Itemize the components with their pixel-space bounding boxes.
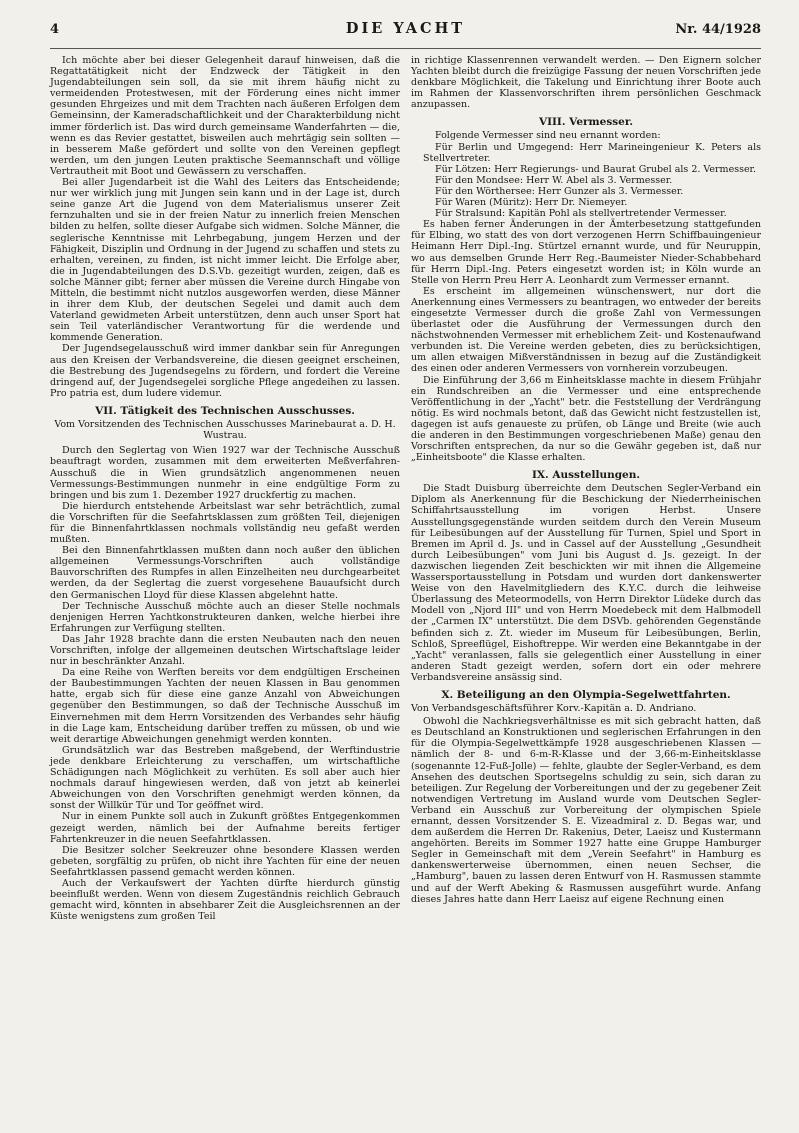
paragraph: Grundsätzlich war das Bestreben maßgebend, der Werftindustrie jede denkbare Erleichterung zu verschaffen, um wirtschaftliche Schädigungen nach Möglichkeit zu verhüten. Es soll aber auch hier nochmals darauf hingewiesen werden, daß von jetzt ab keinerlei Abweichungen von den Vorschriften genehmigt werden können, da sonst der Willkür Tür und Tor geöffnet wird. — [50, 744, 400, 812]
paragraph: Obwohl die Nachkriegsverhältnisse es mit sich gebracht hatten, daß es Deutschland an Konstruktionen und seglerischen Erfahrungen in den für die Olympia-Segelwettkämpfe 1928 ausgeschriebenen Klassen — nämlich der 8- und 6-m-R-Klasse und der 3,66-m-Einheitsklasse (sogenannte 12-Fuß-Jolle) — fehlte, glaubte der Segler-Verband, es dem Ansehen des deutschen Sportsegelns schuldig zu sein, sich daran zu beteiligen. Zur Regelung der Vorbereitungen und der zu gegebener Zeit notwendigen Vertretung im Ausland wurde vom Deutschen Segler-Verband ein Ausschuß zur Vorbereitung der olympischen Spiele ernannt, dessen Vorsitzender S. E. Vizeadmiral z. D. Begas war, und dem außerdem die Herren Dr. Rakenius, Deter, Laeisz und Kustermann angehörten. Bereits im Sommer 1927 hatte eine Gruppe Hamburger Segler in Gemeinschaft mit dem „Verein Seefahrt" in Hamburg es dankenswerterweise übernommen, einen neuen Sechser, die „Hamburg", bauen zu lassen deren Entwurf von H. Rasmussen stammte und auf der Werft Abeking & Rasmussen ausgeführt wurde. Anfang dieses Jahres hatte dann Herr Laeisz auf eigene Rechnung einen — [411, 716, 761, 905]
paragraph: Die hierdurch entstehende Arbeitslast war sehr beträchtlich, zumal die Vorschriften für die Seefahrtsklassen zum größten Teil, diejenigen für die Binnenfahrtklassen nochmals vollständig neu gefaßt werden mußten. — [50, 500, 400, 546]
appointment-line: Für Lötzen: Herr Regierungs- und Baurat Grubel als 2. Vermesser. — [435, 163, 757, 175]
section-byline: Von Verbandsgeschäftsführer Korv.-Kapitän a. D. Andriano. — [411, 702, 697, 714]
appointment-line: Für den Wörthersee: Herr Gunzer als 3. Vermesser. — [435, 185, 684, 197]
appointment-line: Folgende Vermesser sind neu ernannt worden: — [435, 130, 661, 142]
paragraph: Da eine Reihe von Werften bereits vor dem endgültigen Erscheinen der Baubestimmungen Yachten der neuen Klassen in Bau genommen hatte, ergab sich für diese eine ganze Anzahl von Abweichungen gegenüber den Bestimmungen, so daß der Technische Ausschuß im Einvernehmen mit dem Herrn Vorsitzenden des Verbandes sehr häufig in die Lage kam, Entscheidung darüber treffen zu müssen, ob und wie weit derartige Abweichungen genehmigt werden konnten. — [50, 667, 400, 745]
appointment-line: Für Stralsund: Kapitän Pohl als stellvertretender Vermesser. — [435, 208, 727, 220]
right-column — [411, 55, 761, 922]
page-header — [50, 20, 761, 49]
paragraph: Die Einführung der 3,66 m Einheitsklasse machte in diesem Frühjahr ein Rundschreiben an die Vermesser und eine entsprechende Veröffentlichung in der „Yacht" betr. die Feststellung der Verdrängung nötig. Es wird nochmals betont, daß das Gewicht nicht festzustellen ist, dagegen ist aufs genaueste zu prüfen, ob Länge und Breite (wie auch die anderen in den Bestimmungen vorgeschriebenen Maße) genau den Vorschriften entsprechen, da nur so die Gewähr gegeben ist, daß nur „Einheitsboote" die Klasse erhalten. — [411, 374, 761, 464]
section-heading-viii: VIII. Vermesser. — [538, 116, 634, 129]
left-column — [50, 55, 400, 922]
page-number: 4 — [50, 22, 60, 37]
paragraph: Es haben ferner Änderungen in der Ämterbesetzung stattgefunden für Elbing, wo statt des von dort verzogenen Herrn Schiffbauingenieur Heimann Herr Dipl.-Ing. Stürtzel ernannt wurde, und für Neuruppin, wo aus demselben Grunde Herr Reg.-Baumeister Nieder-Schabbehard für Herrn Dipl.-Ing. Peters eingesetzt worden ist; in Köln wurde an Stelle von Herrn Preu Herr A. Leonhardt zum Vermesser ernannt. — [411, 219, 761, 286]
section-heading-vii: VII. Tätigkeit des Technischen Ausschusses. — [95, 404, 355, 417]
appointment-line: Für Waren (Müritz): Herr Dr. Niemeyer. — [435, 197, 628, 209]
journal-title: DIE YACHT — [345, 20, 466, 37]
appointment-line: Für Berlin und Umgegend: Herr Marineingenieur K. Peters als Stellvertreter. — [423, 141, 761, 164]
text-columns — [50, 55, 761, 922]
paragraph: Bei den Binnenfahrtklassen mußten dann noch außer den üblichen allgemeinen Vermessungs-Vorschriften auch vollständige Bauvorschriften des Rumpfes in allen Einzelheiten neu durchgearbeitet werden, da der Seglertag die zuerst vorgesehene Bauaufsicht durch den Germanischen Lloyd für diese Klassen abgelehnt hatte. — [50, 545, 400, 601]
section-heading-ix: IX. Ausstellungen. — [531, 469, 641, 482]
paragraph: Ich möchte aber bei dieser Gelegenheit darauf hinweisen, daß die Regattatätigkeit nicht der Endzweck der Tätigkeit in den Jugendabteilungen sein soll, da sie mit ihrem häufig nicht zu vermeidenden Protestwesen, mit der Förderung eines nicht immer gesunden Ehrgeizes und mit dem Trachten nach äußeren Erfolgen dem Gemeinsinn, der Kameradschaftlichkeit und der Charakterbildung nicht immer förderlich ist. Das wird durch gemeinsame Wanderfahrten — die, wenn es das Revier gestattet, bisweilen auch mehrtägig sein sollten — in besserem Maße gefördert und sollte von den Vereinen gepflegt werden, um den jungen Leuten praktische Seemannschaft und völlige Vertrautheit mit Boot und Gewässern zu verschaffen. — [50, 55, 400, 177]
issue-number: Nr. 44/1928 — [675, 22, 761, 37]
appointment-line: Für den Mondsee: Herr W. Abel als 3. Vermesser. — [435, 174, 673, 186]
paragraph: Nur in einem Punkte soll auch in Zukunft größtes Entgegenkommen gezeigt werden, nämlich bei der Aufnahme bereits fertiger Fahrtenkreuzer in die neuen Seefahrtklassen. — [50, 811, 400, 845]
paragraph: in richtige Klassenrennen verwandelt werden. — Den Eignern solcher Yachten bleibt durch die freizügige Fassung der neuen Vorschriften jede denkbare Möglichkeit, die Takelung und Einrichtung ihrer Boote auch im Rahmen der Klassenvorschriften ihrem persönlichen Geschmack anzupassen. — [411, 55, 761, 111]
paragraph: Das Jahr 1928 brachte dann die ersten Neubauten nach den neuen Vorschriften, infolge der allgemeinen deutschen Wirtschaftslage leider nur in beschränkter Anzahl. — [50, 633, 400, 668]
paragraph: Die Stadt Duisburg überreichte dem Deutschen Segler-Verband ein Diplom als Anerkennung für die Beschickung der Niederrheinischen Schiffahrtsausstellung im vorigen Herbst. Unsere Ausstellungsgegenstände wurden seitdem durch den Verein Museum für Leibesübungen auf der Ausstellung für Turnen, Spiel und Sport in Bremen im April d. Js. und in Cassel auf der Ausstellung „Gesundheit durch Leibesübungen" vom Juni bis August d. Js. gezeigt. In der dazwischen liegenden Zeit beschickten wir mit ihnen die Allgemeine Wassersportausstellung in Potsdam und wurden dort dankenswerter Weise von den Havelmitgliedern des K.Y.C. durch die leihweise Überlassung des Meteormodells, von Herrn Direktor Lüdeke durch das Modell von „Njord III" und von Herrn Moedebeck mit dem Halbmodell der „Carmen IX" unterstützt. Die dem DSVb. gehörenden Gegenstände befinden sich z. Zt. wieder im Museum für Leibesübungen, Berlin, Schloß, Spreeflügel, Eishoftreppe. Wir werden eine Bekanntgabe in der „Yacht" veranlassen, falls sie gelegentlich einer Ausstellung in einer anderen Stadt gezeigt werden, sofern dort ein oder mehrere Verbandsvereine ansässig sind. — [411, 483, 761, 683]
paragraph: Durch den Seglertag von Wien 1927 war der Technische Ausschuß beauftragt worden, zusammen mit dem erweiterten Meßverfahren-Ausschuß die in Wien grundsätzlich angenommenen neuen Vermessungs-Bestimmungen nunmehr in eine endgültige Form zu bringen und bis zum 1. Dezember 1927 druckfertig zu machen. — [50, 445, 400, 501]
paragraph: Bei aller Jugendarbeit ist die Wahl des Leiters das Entscheidende; nur wer wirklich jung mit Jungen sein kann und in der Lage ist, durch seine ganze Art die Jugend von dem Materialismus unserer Zeit fernzuhalten und sie in der freien Natur zu innerlich freien Menschen bilden zu helfen, sollte dieser Aufgabe sich widmen. Solche Männer, die seglerische Kenntnisse mit Lehrbegabung, jungem Herzen und der Fähigkeit, Disziplin und Ordnung in der Jugend zu schaffen und stets zu erhalten, vereinen, zu finden, ist nicht immer leicht. Die Erfolge aber, die in Jugendabteilungen des D.S.Vb. gezeitigt wurden, zeigen, daß es solche Männer gibt; ferner aber müssen die Vereine durch Hingabe von Mitteln, die bestimmt nicht nutzlos ausgeworfen werden, diese Männer in ihrer dem Klub, der deutschen Segelei und damit auch dem Vaterland gewidmeten Arbeit unterstützen, denn auch unser Sport hat sein Teil vaterländischer Verantwortung für die werdende und kommende Generation. — [50, 177, 400, 344]
paragraph: Die Besitzer solcher Seekreuzer ohne besondere Klassen werden gebeten, sorgfältig zu prüfen, ob nicht ihre Yachten für eine der neuen Seefahrtklassen passend gemacht werden können. — [50, 844, 400, 878]
section-byline: Vom Vorsitzenden des Technischen Ausschusses Marinebaurat a. D. H. Wustrau. — [54, 418, 396, 442]
paragraph: Auch der Verkaufswert der Yachten dürfte hierdurch günstig beeinflußt werden. Wenn von diesem Zugeständnis reichlich Gebrauch gemacht wird, könnten in absehbarer Zeit die Ausgleichsrennen an der Küste wenigstens zum großen Teil — [50, 877, 400, 923]
section-heading-x: X. Beteiligung an den Olympia-Segelwettfahrten. — [441, 688, 731, 701]
paragraph: Es erscheint im allgemeinen wünschenswert, nur dort die Anerkennung eines Vermessers zu beantragen, wo entweder der bereits eingesetzte Vermesser durch die große Zahl von Vermessungen überlastet oder die Ausführung der Vermessungen durch den nächstwohnenden Vermesser mit erheblichem Zeit- und Kostenaufwand verbunden ist. Die Vereine werden gebeten, dies zu berücksichtigen, um allen etwaigen Mißverständnissen in bezug auf die Zuständigkeit des einen oder anderen Vermessers von vornherein vorzubeugen. — [411, 285, 761, 375]
paragraph: Der Jugendsegelausschuß wird immer dankbar sein für Anregungen aus den Kreisen der Verbandsvereine, die diesen geeignet erscheinen, die Bestrebung des Jugendsegelns zu fördern, und fordert die Vereine dringend auf, der Jugendsegelei sorgliche Pflege angedeihen zu lassen. Pro patria est, dum ludere videmur. — [50, 343, 400, 399]
paragraph: Der Technische Ausschuß möchte auch an dieser Stelle nochmals denjenigen Herren Yachtkonstrukteuren danken, welche hierbei ihre Erfahrungen zur Verfügung stellten. — [50, 600, 400, 634]
